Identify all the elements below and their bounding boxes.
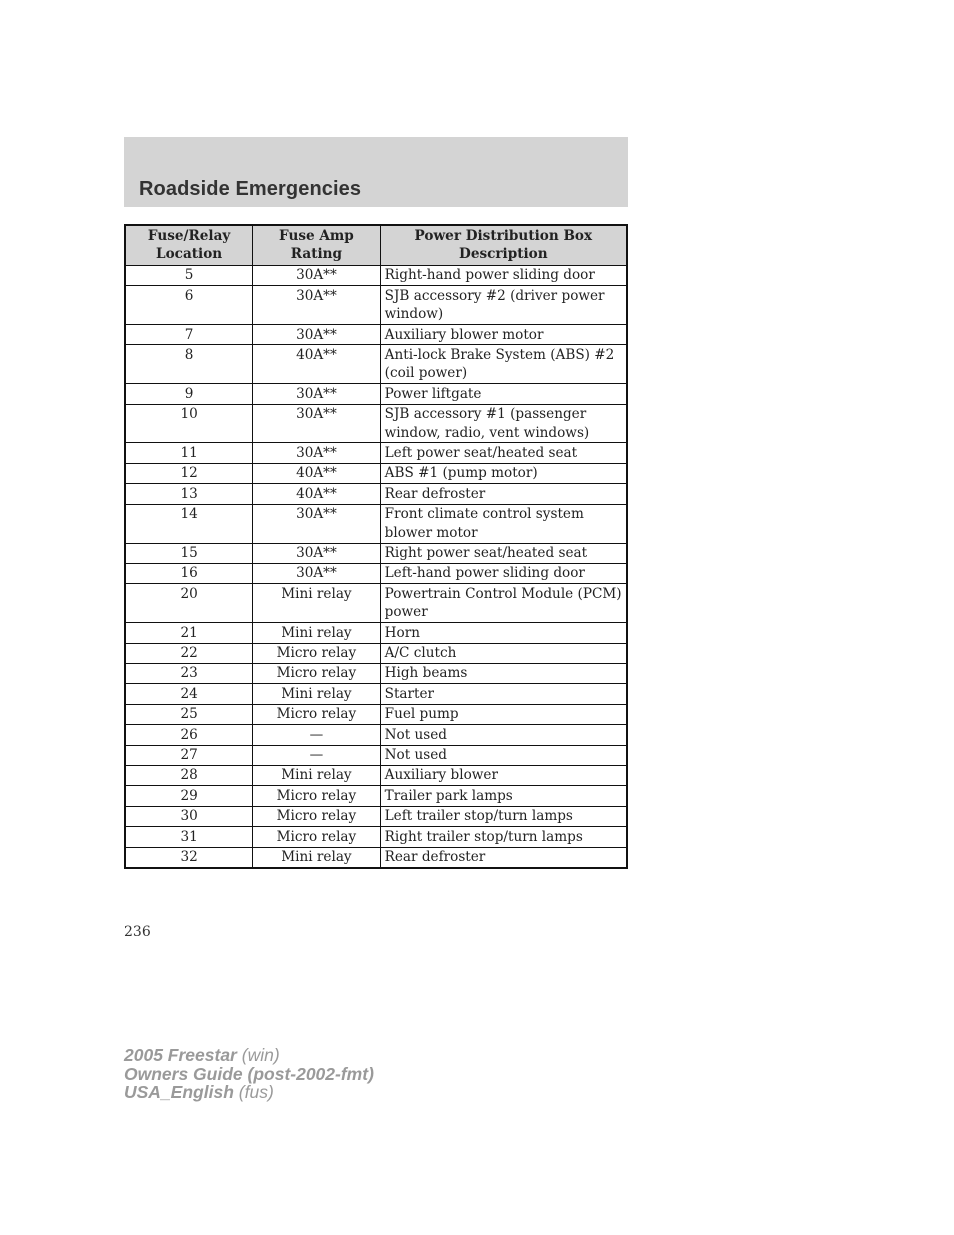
cell-rating: Micro relay [253, 786, 380, 806]
cell-rating: 40A** [253, 345, 380, 384]
cell-location: 6 [125, 286, 253, 325]
cell-description: Fuel pump [380, 704, 627, 724]
cell-location: 32 [125, 847, 253, 868]
cell-description: High beams [380, 663, 627, 683]
cell-description: Left trailer stop/turn lamps [380, 806, 627, 826]
cell-rating: 30A** [253, 265, 380, 285]
table-row [125, 725, 627, 745]
cell-description: Rear defroster [380, 847, 627, 868]
table-row [125, 584, 627, 623]
cell-rating: 30A** [253, 325, 380, 345]
table-row [125, 643, 627, 663]
cell-rating: Micro relay [253, 643, 380, 663]
footer-line-3: USA_English (fus) [124, 1082, 274, 1102]
table-row [125, 745, 627, 765]
cell-description: Trailer park lamps [380, 786, 627, 806]
cell-location: 9 [125, 384, 253, 404]
cell-rating: Mini relay [253, 623, 380, 643]
cell-rating: Micro relay [253, 663, 380, 683]
cell-description: Front climate control system blower motor [380, 504, 627, 543]
cell-location: 30 [125, 806, 253, 826]
cell-location: 24 [125, 684, 253, 704]
cell-rating: Micro relay [253, 704, 380, 724]
table-row [125, 404, 627, 443]
cell-description: Rear defroster [380, 484, 627, 504]
table-row [125, 325, 627, 345]
cell-rating: 30A** [253, 404, 380, 443]
section-title: Roadside Emergencies [139, 178, 362, 200]
cell-description: Starter [380, 684, 627, 704]
cell-rating: Mini relay [253, 847, 380, 868]
cell-description: Right trailer stop/turn lamps [380, 827, 627, 847]
cell-description: SJB accessory #2 (driver power window) [380, 286, 627, 325]
table-row [125, 786, 627, 806]
cell-description: Auxiliary blower motor [380, 325, 627, 345]
cell-location: 15 [125, 543, 253, 563]
cell-description: Left power seat/heated seat [380, 443, 627, 463]
table-row [125, 623, 627, 643]
cell-location: 26 [125, 725, 253, 745]
cell-location: 29 [125, 786, 253, 806]
table-row [125, 847, 627, 868]
table-row [125, 827, 627, 847]
cell-location: 12 [125, 463, 253, 483]
page-number: 236 [124, 924, 151, 940]
fuse-table [124, 224, 628, 869]
cell-description: Not used [380, 725, 627, 745]
cell-rating: 30A** [253, 563, 380, 583]
cell-rating: — [253, 725, 380, 745]
cell-description: Not used [380, 745, 627, 765]
header-description: Power Distribution Box Description [380, 225, 627, 265]
table-header-row [125, 225, 627, 265]
cell-rating: 40A** [253, 463, 380, 483]
table-row [125, 265, 627, 285]
cell-rating: 30A** [253, 286, 380, 325]
cell-location: 28 [125, 765, 253, 785]
cell-description: Left-hand power sliding door [380, 563, 627, 583]
cell-location: 8 [125, 345, 253, 384]
cell-location: 25 [125, 704, 253, 724]
footer-line-1: 2005 Freestar (win) [124, 1045, 280, 1065]
cell-description: Anti-lock Brake System (ABS) #2 (coil power) [380, 345, 627, 384]
cell-description: Right-hand power sliding door [380, 265, 627, 285]
cell-location: 23 [125, 663, 253, 683]
cell-description: Auxiliary blower [380, 765, 627, 785]
header-rating: Fuse Amp Rating [253, 225, 380, 265]
cell-location: 20 [125, 584, 253, 623]
table-row [125, 704, 627, 724]
cell-location: 14 [125, 504, 253, 543]
table-row [125, 504, 627, 543]
table-row [125, 663, 627, 683]
cell-description: Horn [380, 623, 627, 643]
cell-location: 7 [125, 325, 253, 345]
table-row [125, 443, 627, 463]
cell-description: Right power seat/heated seat [380, 543, 627, 563]
cell-description: Power liftgate [380, 384, 627, 404]
cell-location: 22 [125, 643, 253, 663]
cell-location: 27 [125, 745, 253, 765]
table-row [125, 684, 627, 704]
cell-rating: Mini relay [253, 765, 380, 785]
cell-description: ABS #1 (pump motor) [380, 463, 627, 483]
table-row [125, 286, 627, 325]
table-row [125, 543, 627, 563]
cell-rating: — [253, 745, 380, 765]
cell-rating: 30A** [253, 384, 380, 404]
cell-location: 13 [125, 484, 253, 504]
cell-rating: Micro relay [253, 806, 380, 826]
cell-location: 16 [125, 563, 253, 583]
cell-location: 21 [125, 623, 253, 643]
cell-location: 31 [125, 827, 253, 847]
cell-rating: 30A** [253, 443, 380, 463]
table-row [125, 563, 627, 583]
cell-rating: Mini relay [253, 584, 380, 623]
cell-rating: 30A** [253, 504, 380, 543]
table-row [125, 384, 627, 404]
cell-description: A/C clutch [380, 643, 627, 663]
cell-rating: 30A** [253, 543, 380, 563]
cell-rating: Micro relay [253, 827, 380, 847]
cell-rating: 40A** [253, 484, 380, 504]
cell-location: 5 [125, 265, 253, 285]
table-row [125, 765, 627, 785]
cell-description: Powertrain Control Module (PCM) power [380, 584, 627, 623]
cell-rating: Mini relay [253, 684, 380, 704]
section-header-band [124, 137, 628, 207]
table-row [125, 345, 627, 384]
table-row [125, 806, 627, 826]
header-location: Fuse/Relay Location [125, 225, 253, 265]
document-footer [124, 1046, 374, 1102]
table-row [125, 463, 627, 483]
cell-location: 11 [125, 443, 253, 463]
cell-description: SJB accessory #1 (passenger window, radio, vent windows) [380, 404, 627, 443]
footer-line-2: Owners Guide (post-2002-fmt) [124, 1063, 374, 1084]
table-row [125, 484, 627, 504]
cell-location: 10 [125, 404, 253, 443]
